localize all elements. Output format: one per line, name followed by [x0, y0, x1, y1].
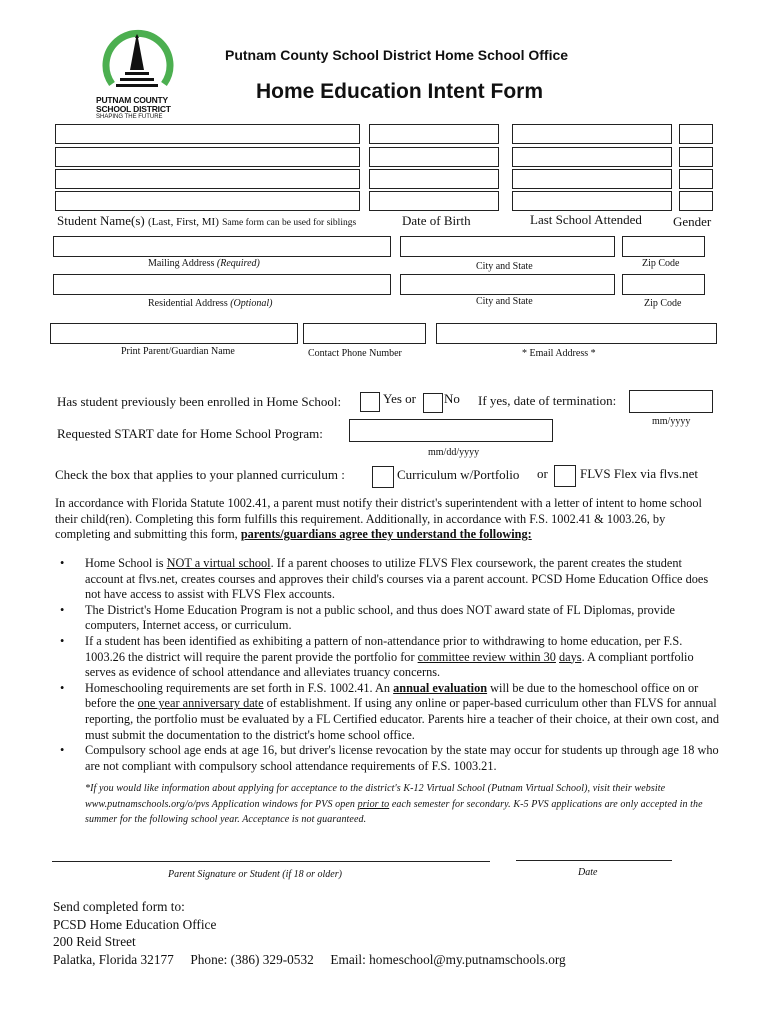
- district-logo: [92, 24, 182, 122]
- flvs-flex-label: FLVS Flex via flvs.net: [580, 466, 698, 481]
- enrolled-yes-label: Yes or: [383, 391, 416, 406]
- logo-tagline: SHAPING THE FUTURE: [96, 114, 163, 120]
- intro-paragraph: In accordance with Florida Statute 1002.41, a parent must notify their district's superintendent with a letter of intent to home school their child(ren). Completing this form fulfills this requirement. Additionally, in accordance with F.S. 1002.41 & 1003.26, by completing and submitting this form, parents/guardians agree they understand the following:: [55, 496, 702, 542]
- enrolled-no-checkbox[interactable]: [423, 393, 443, 413]
- signature-label: Parent Signature or Student (if 18 or older): [168, 869, 342, 880]
- termination-date-field[interactable]: [629, 390, 713, 413]
- last-school-field-3[interactable]: [512, 169, 672, 189]
- phone-label: Contact Phone Number: [308, 348, 402, 359]
- list-item: • The District's Home Education Program is not a public school, and thus does NOT award state of FL Diplomas, provide computers, Internet access, or curriculum.: [60, 602, 675, 633]
- phone-field[interactable]: [303, 323, 426, 344]
- residential-zip-label: Zip Code: [644, 298, 682, 309]
- list-item: • Homeschooling requirements are set forth in F.S. 1002.41. An annual evaluation will be due to the homeschool office on or before the one year anniversary date of establishment. If using any online or paper-based curriculum other than FLVS for annual reporting, the portfolio must be evaluated by a FL Certified educator. Parents hire a teacher of their choice, at their own cost, and must submit the documentation to the district's home school office.: [60, 680, 719, 742]
- portfolio-label: Curriculum w/Portfolio: [397, 467, 520, 482]
- list-item: • Home School is NOT a virtual school. If a parent chooses to utilize FLVS Flex coursework, the parent creates the student account at flvs.net, creates courses and approves their child's courses via a parent account. PCSD Home Education Office does not have access to assist with FLVS Flex accounts.: [60, 556, 709, 602]
- curriculum-or-label: or: [537, 466, 548, 481]
- dob-field-2[interactable]: [369, 147, 499, 167]
- start-date-label: Requested START date for Home School Program:: [57, 426, 323, 441]
- list-item: • Compulsory school age ends at age 16, but driver's license revocation by the state may occur for students up through age 18 who are not compliant with compulsory school attendance requirements of F.S. 1003.21.: [60, 743, 719, 773]
- student-name-field-4[interactable]: [55, 191, 360, 211]
- virtual-school-note: *If you would like information about applying for acceptance to the district's K-12 Virtual School (Putnam Virtual School), visit their website www.putnamschools.org/o/pvs Application windows for PVS open prior to each semester for secondary. K-5 PVS applications are only accepted in the summer for the following school year. Acceptance is not guaranteed.: [85, 783, 703, 825]
- lighthouse-icon: [92, 24, 182, 96]
- last-school-field-1[interactable]: [512, 124, 672, 144]
- last-school-field-2[interactable]: [512, 147, 672, 167]
- page-title: Home Education Intent Form: [256, 80, 544, 103]
- residential-city-state-field[interactable]: [400, 274, 615, 295]
- student-name-field-2[interactable]: [55, 147, 360, 167]
- mailing-zip-field[interactable]: [622, 236, 705, 257]
- start-date-field[interactable]: [349, 419, 553, 442]
- termination-label: If yes, date of termination:: [478, 393, 617, 408]
- email-label: * Email Address *: [522, 348, 596, 359]
- dob-field-1[interactable]: [369, 124, 499, 144]
- last-school-field-4[interactable]: [512, 191, 672, 211]
- student-name-field-1[interactable]: [55, 124, 360, 144]
- date-label: Date: [578, 867, 598, 878]
- logo-line1: PUTNAM COUNTY: [96, 95, 169, 105]
- gender-field-3[interactable]: [679, 169, 713, 189]
- termination-format: mm/yyyy: [652, 416, 691, 427]
- mailing-instructions: Send completed form to: PCSD Home Education Office 200 Reid Street Palatka, Florida 32177 Phone: (386) 329-0532 Email: homeschool@my.putnamschools.org: [53, 899, 566, 967]
- start-date-format: mm/dd/yyyy: [428, 447, 480, 458]
- mailing-address-label: Mailing Address (Required): [148, 258, 260, 269]
- last-school-label: Last School Attended: [530, 212, 642, 227]
- mailing-zip-label: Zip Code: [642, 258, 680, 269]
- mailing-address-field[interactable]: [53, 236, 391, 257]
- residential-zip-field[interactable]: [622, 274, 705, 295]
- portfolio-checkbox[interactable]: [372, 466, 394, 488]
- student-name-label: Student Name(s) (Last, First, MI) Same form can be used for siblings: [57, 213, 357, 228]
- residential-address-label: Residential Address (Optional): [148, 298, 273, 309]
- list-item: • If a student has been identified as exhibiting a pattern of non-attendance prior to withdrawing to home education, per F.S. 1003.26 the district will require the parent provide the portfolio for committee review within 30 days. A compliant portfolio serves as evidence of school attendance and alleviates truancy concerns.: [60, 633, 694, 680]
- email-field[interactable]: [436, 323, 717, 344]
- logo-line2: SCHOOL DISTRICT: [96, 104, 171, 114]
- student-name-field-3[interactable]: [55, 169, 360, 189]
- curriculum-question: Check the box that applies to your planned curriculum :: [55, 467, 345, 482]
- enrolled-question: Has student previously been enrolled in Home School:: [57, 394, 342, 409]
- residential-address-field[interactable]: [53, 274, 391, 295]
- gender-field-1[interactable]: [679, 124, 713, 144]
- flvs-flex-checkbox[interactable]: [554, 465, 576, 487]
- date-line[interactable]: [516, 860, 672, 861]
- residential-city-state-label: City and State: [476, 296, 533, 307]
- parent-name-field[interactable]: [50, 323, 298, 344]
- gender-field-2[interactable]: [679, 147, 713, 167]
- gender-label: Gender: [673, 214, 712, 229]
- gender-field-4[interactable]: [679, 191, 713, 211]
- email-link[interactable]: Email: homeschool@my.putnamschools.org: [330, 951, 566, 967]
- requirements-list: [60, 556, 720, 774]
- dob-field-3[interactable]: [369, 169, 499, 189]
- office-heading: Putnam County School District Home School Office: [225, 47, 569, 63]
- mailing-city-state-field[interactable]: [400, 236, 615, 257]
- mailing-city-state-label: City and State: [476, 261, 533, 272]
- parent-name-label: Print Parent/Guardian Name: [121, 346, 235, 357]
- dob-field-4[interactable]: [369, 191, 499, 211]
- enrolled-no-label: No: [444, 391, 460, 406]
- dob-label: Date of Birth: [402, 213, 471, 228]
- signature-line[interactable]: [52, 861, 490, 862]
- enrolled-yes-checkbox[interactable]: [360, 392, 380, 412]
